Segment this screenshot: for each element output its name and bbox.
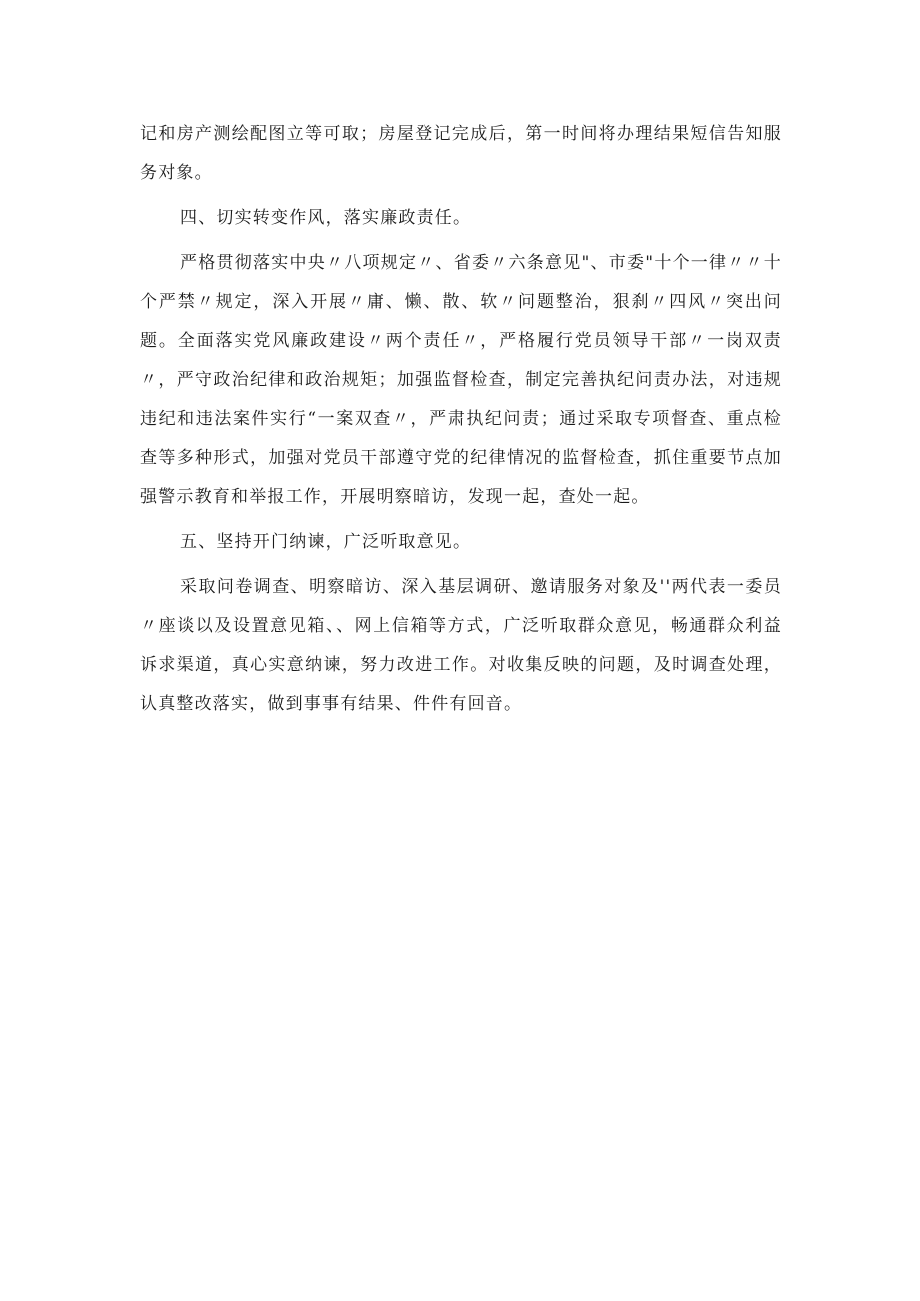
- paragraph-continuation: 记和房产测绘配图立等可取；房屋登记完成后，第一时间将办理结果短信告知服务对象。: [140, 124, 782, 183]
- section-heading-5: 五、坚持开门纳谏，广泛听取意见。: [180, 532, 472, 552]
- paragraph-section-5: 采取问卷调查、明察暗访、深入基层调研、邀请服务对象及''两代表一委员〃座谈以及设置意见箱、、网上信箱等方式，广泛听取群众意见，畅通群众利益诉求渠道，真心实意纳谏，努力改进工作。对收集反映的问题，及时调查处理，认真整改落实，做到事事有结果、件件有回音。: [140, 577, 782, 714]
- document-body: [140, 115, 782, 724]
- section-heading-4: 四、切实转变作风，落实廉政责任。: [180, 208, 472, 228]
- paragraph-section-4: 严格贯彻落实中央〃八项规定〃、省委〃六条意见"、市委"十个一律〃〃十个严禁〃规定，深入开展〃庸、懒、散、软〃问题整治，狠刹〃四风〃突出问题。全面落实党风廉政建设〃两个责任〃，严格履行党员领导干部〃一岗双责〃，严守政治纪律和政治规矩；加强监督检查，制定完善执纪问责办法，对违规违纪和违法案件实行“一案双查〃，严肃执纪问责；通过采取专项督查、重点检查等多种形式，加强对党员干部遵守党的纪律情况的监督检查，抓住重要节点加强警示教育和举报工作，开展明察暗访，发现一起，查处一起。: [140, 253, 782, 507]
